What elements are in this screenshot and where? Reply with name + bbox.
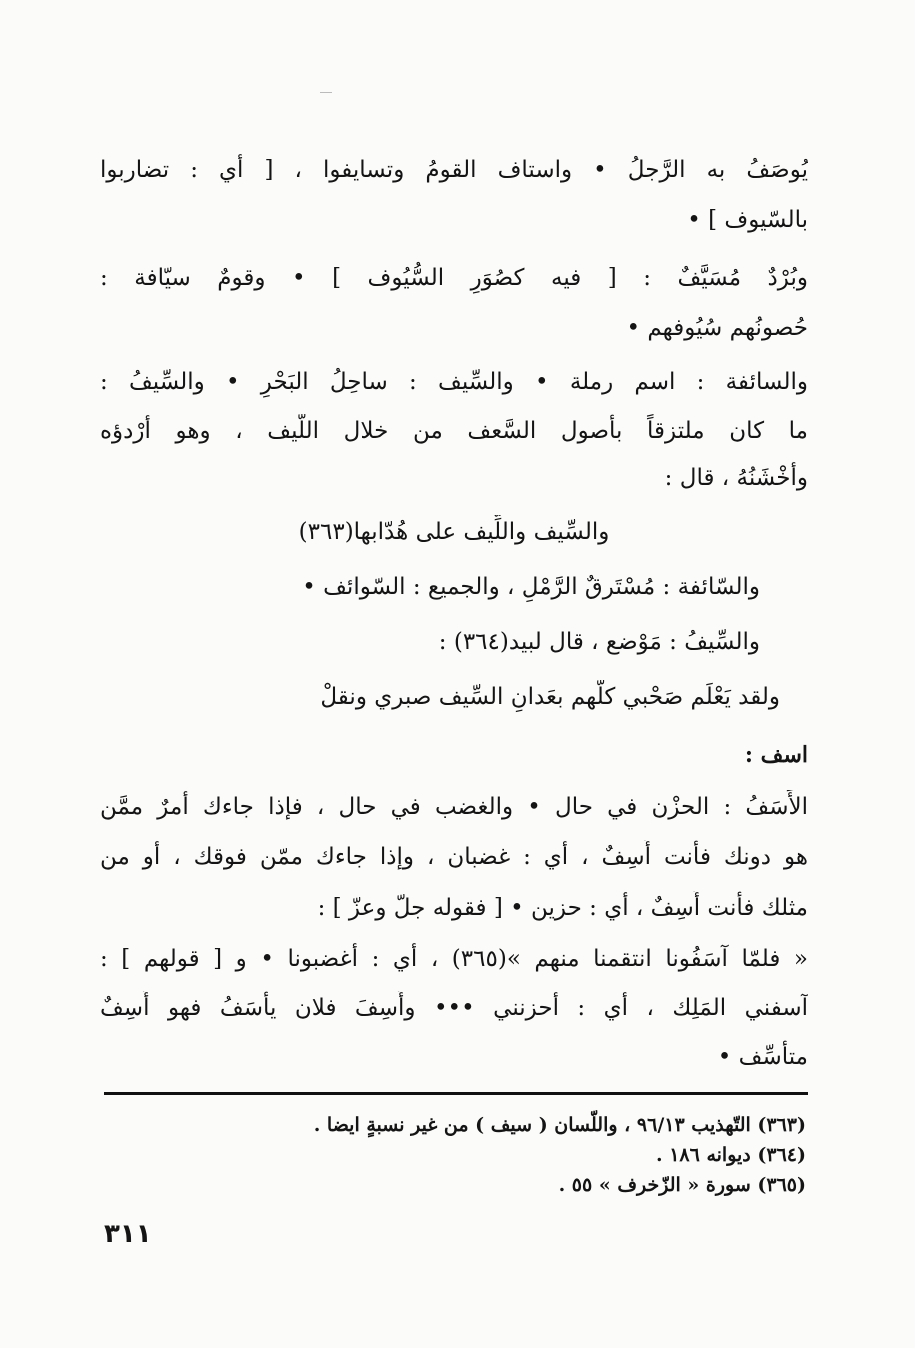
footnote-2: (٣٦٤) ديوانه ١٨٦ .: [655, 1144, 806, 1166]
footnote-3: (٣٦٥) سورة « الزّخرف » ٥٥ .: [558, 1174, 806, 1196]
text-line-13: « فلمّا آسَفُونا انتقمنا منهم »(٣٦٥) ، أي : أغضبونا • و [ قولهم ] :: [100, 946, 808, 972]
text-line-4: حُصونُهم سُيُوفهم •: [626, 315, 808, 341]
text-line-1: يُوصَفُ به الرَّجلُ • واستاف القومُ وتسايفوا ، [ أي : تضاربوا: [100, 157, 808, 183]
verse-line-2: ولقد يَعْلَم صَحْبي كلّهم بعَدانِ السِّيف صبري ونقلْ: [320, 684, 780, 710]
text-line-5: والسائفة : اسم رملة • والسِّيف : ساحِلُ البَحْرِ • والسِّيفُ :: [100, 369, 808, 395]
text-line-11: هو دونك فأنت أَسِفٌ ، أي : غضبان ، وإذا جاءك ممّن فوقك ، أو من: [100, 844, 808, 870]
footnote-1: (٣٦٣) التّهذيب ٩٦/١٣ ، واللّسان ( سيف ) من غير نسبةٍ ايضا .: [313, 1114, 806, 1136]
text-line-12: مثلك فأنت أَسِفٌ ، أي : حزين • [ فقوله جلّ وعزّ ] :: [317, 895, 808, 921]
text-line-3: وبُرْدٌ مُسَيَّفٌ : [ فيه كصُوَرِ السُّيُوف ] • وقومٌ سيّافة :: [100, 265, 808, 291]
page-number: ٣١١: [104, 1219, 152, 1249]
text-line-15: متأسِّف •: [717, 1044, 808, 1070]
text-line-14: آسفني المَلِك ، أي : أحزنني ••• وأَسِفَ فلان يأْسَفُ فهو أَسِفٌ: [100, 995, 808, 1021]
text-line-9: والسِّيفُ : مَوْضع ، قال لبيد(٣٦٤) :: [438, 629, 760, 655]
footnote-divider: [104, 1092, 808, 1095]
text-line-7: وأخْشَنُهُ ، قال :: [664, 465, 808, 491]
scan-mark: [320, 92, 332, 93]
verse-line-1: والسِّيف واللِّيف على هُدّابها(٣٦٣): [298, 519, 610, 545]
entry-heading: اسف :: [744, 742, 808, 768]
text-line-8: والسّائفة : مُسْتَرقٌ الرَّمْلِ ، والجميع : السّوائف •: [302, 574, 760, 600]
text-line-2: بالسّيوف ] •: [687, 207, 808, 233]
text-line-10: الأَسَفُ : الحزْن في حال • والغضب في حال ، فإذا جاءك أمرٌ ممَّن: [100, 794, 808, 820]
text-line-6: ما كان ملتزقاً بأصول السَّعف من خلال اللّيف ، وهو أرْدؤه: [100, 418, 808, 444]
